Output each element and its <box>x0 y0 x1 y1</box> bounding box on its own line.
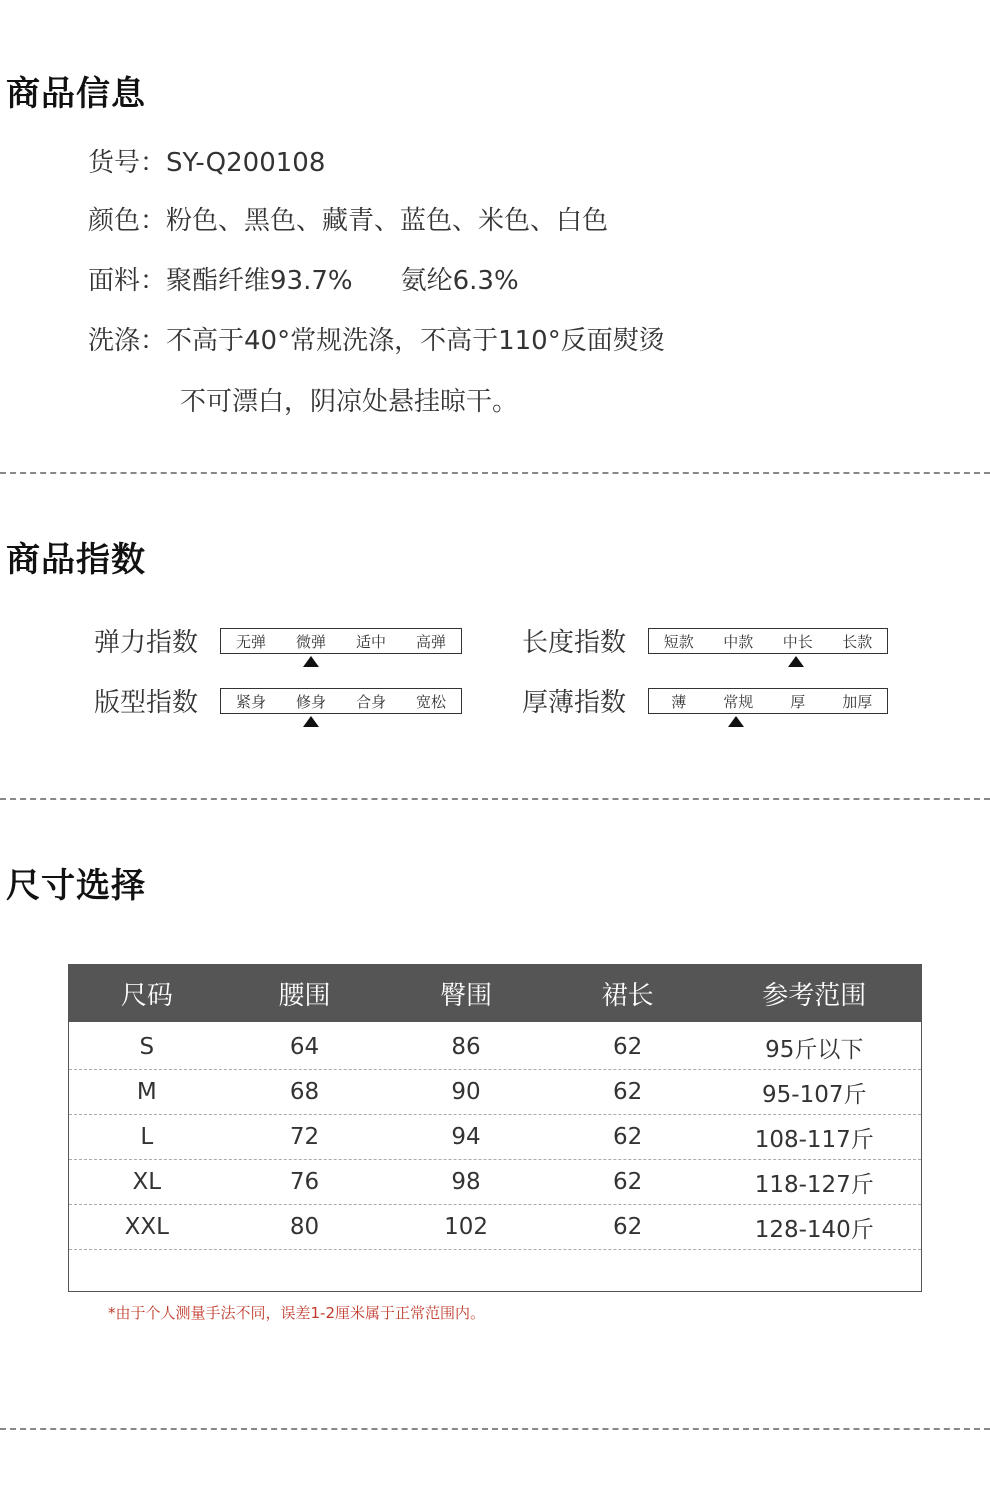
cell-size: L <box>140 1124 154 1150</box>
index-option: 加厚 <box>842 692 873 711</box>
index-scale <box>648 628 888 654</box>
index-option: 常规 <box>723 692 754 711</box>
index-scale <box>220 688 462 714</box>
wash-line-1: 不高于40°常规洗涤，不高于110°反面熨烫 <box>166 326 665 356</box>
cell-length: 62 <box>613 1169 643 1195</box>
selected-marker-icon <box>303 656 319 667</box>
cell-waist: 76 <box>289 1169 320 1195</box>
color-row <box>88 200 608 237</box>
sku-value: SY-Q200108 <box>166 148 326 178</box>
header-reference-range: 参考范围 <box>762 981 867 1011</box>
cell-hip: 102 <box>444 1214 489 1240</box>
cell-size: S <box>139 1034 155 1060</box>
index-option: 长款 <box>842 632 873 651</box>
color-value: 粉色、黑色、藏青、蓝色、米色、白色 <box>166 206 609 236</box>
cell-length: 62 <box>613 1124 643 1150</box>
fabric-label: 面料： <box>88 266 167 296</box>
index-option: 紧身 <box>235 692 266 711</box>
index-option: 高弹 <box>415 632 446 651</box>
table-header <box>69 965 921 1022</box>
wash-label: 洗涤： <box>88 326 167 356</box>
index-option: 修身 <box>295 692 326 711</box>
index-label: 弹力指数 <box>94 628 199 658</box>
selected-marker-icon <box>728 716 744 727</box>
index-scale <box>220 628 462 654</box>
cell-range: 95-107斤 <box>762 1081 867 1108</box>
cell-hip: 94 <box>451 1124 481 1150</box>
table-row <box>69 1205 921 1250</box>
product-index-title: 商品指数 <box>6 540 146 580</box>
header-size: 尺码 <box>120 981 173 1011</box>
cell-hip: 98 <box>451 1169 481 1195</box>
table-row <box>69 1025 921 1070</box>
cell-hip: 90 <box>451 1079 481 1105</box>
index-option: 适中 <box>355 632 386 651</box>
index-scale <box>648 688 888 714</box>
size-selection-title: 尺寸选择 <box>6 866 146 906</box>
header-skirt-length: 裙长 <box>601 981 654 1011</box>
size-table <box>68 964 922 1292</box>
section-divider <box>0 798 990 800</box>
cell-range: 128-140斤 <box>754 1216 874 1243</box>
cell-size: XL <box>132 1169 162 1195</box>
color-label: 颜色： <box>88 206 167 236</box>
selected-marker-icon <box>788 656 804 667</box>
cell-range: 95斤以下 <box>765 1036 864 1063</box>
table-row <box>69 1160 921 1205</box>
index-label: 长度指数 <box>522 628 627 658</box>
index-label: 版型指数 <box>94 688 199 718</box>
section-divider <box>0 1428 990 1430</box>
table-row <box>69 1115 921 1160</box>
fabric-value-2: 氨纶6.3% <box>400 266 519 296</box>
index-option: 合身 <box>355 692 386 711</box>
index-option: 微弹 <box>295 632 326 651</box>
cell-range: 108-117斤 <box>754 1126 874 1153</box>
cell-length: 62 <box>613 1034 643 1060</box>
measurement-note: *由于个人测量手法不同，误差1-2厘米属于正常范围内。 <box>108 1304 486 1322</box>
cell-size: M <box>136 1079 157 1105</box>
selected-marker-icon <box>303 716 319 727</box>
header-hip: 臀围 <box>440 981 493 1011</box>
cell-length: 62 <box>613 1214 643 1240</box>
cell-hip: 86 <box>451 1034 481 1060</box>
wash-line-2: 不可漂白，阴凉处悬挂晾干。 <box>180 387 519 417</box>
cell-waist: 64 <box>289 1034 320 1060</box>
cell-range: 118-127斤 <box>754 1171 874 1198</box>
cell-waist: 68 <box>289 1079 320 1105</box>
header-waist: 腰围 <box>278 981 331 1011</box>
index-option: 厚 <box>790 692 806 711</box>
product-info-title: 商品信息 <box>6 74 146 114</box>
cell-waist: 80 <box>289 1214 320 1240</box>
index-option: 薄 <box>671 692 687 711</box>
index-option: 宽松 <box>415 692 446 711</box>
sku-row <box>88 142 325 179</box>
table-row <box>69 1070 921 1115</box>
cell-size: XXL <box>124 1214 169 1240</box>
index-label: 厚薄指数 <box>522 688 627 718</box>
wash-row <box>88 320 665 357</box>
section-divider <box>0 472 990 474</box>
cell-length: 62 <box>613 1079 643 1105</box>
index-option: 中长 <box>782 632 813 651</box>
fabric-row <box>88 260 519 297</box>
index-option: 短款 <box>663 632 694 651</box>
index-option: 无弹 <box>235 632 266 651</box>
fabric-value-1: 聚酯纤维93.7% <box>166 266 353 296</box>
index-option: 中款 <box>723 632 754 651</box>
sku-label: 货号： <box>88 148 167 178</box>
cell-waist: 72 <box>289 1124 320 1150</box>
